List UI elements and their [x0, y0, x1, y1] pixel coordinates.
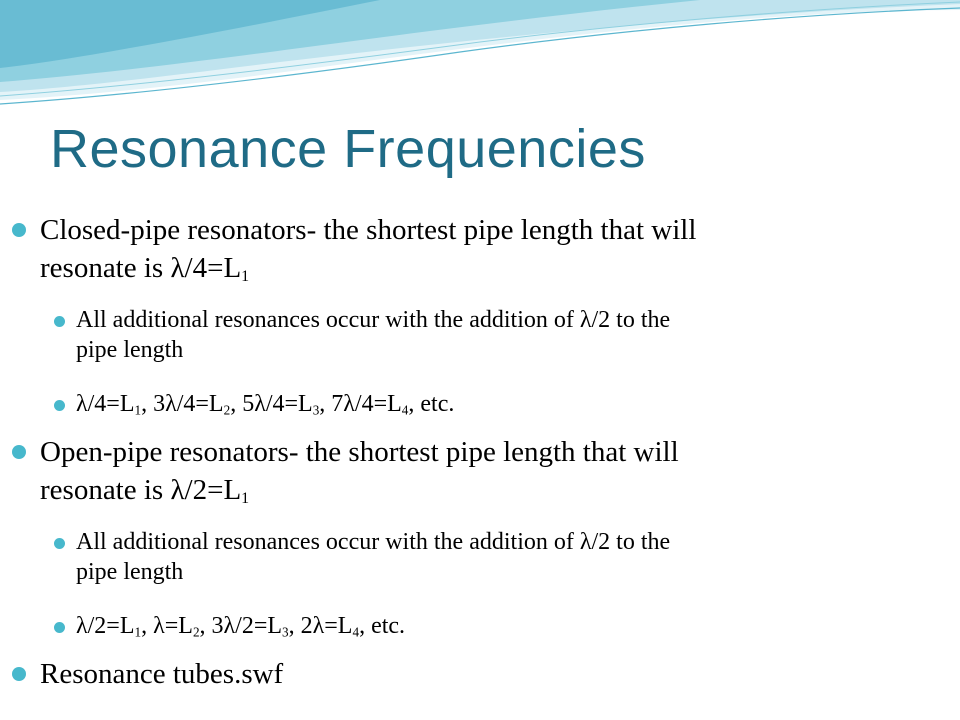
slide-title: Resonance Frequencies — [50, 119, 646, 179]
bullet-text-line1: Closed-pipe resonators- the shortest pipe length that will — [40, 214, 697, 246]
subbullet-closed-additional — [76, 305, 670, 365]
bullet-open-pipe — [40, 433, 679, 509]
subbullet-marker — [54, 316, 65, 327]
bullet-marker — [12, 223, 26, 237]
subbullet-closed-formula — [76, 389, 454, 419]
subbullet-marker — [54, 538, 65, 549]
subbullet-open-additional — [76, 527, 670, 587]
subbullet-text-line1: All additional resonances occur with the addition of λ/2 to the — [76, 529, 671, 555]
subbullet-text-line1: All additional resonances occur with the addition of λ/2 to the — [76, 307, 671, 333]
resonance-tubes-link[interactable]: Resonance tubes.swf — [40, 658, 284, 690]
decorative-wave-header — [0, 0, 960, 110]
open-formula-line: $\lambda/2=L_1$, $\lambda=L_2$, $3\lambda/2=L_3$, $2\lambda=L_4$, etc. — [76, 613, 406, 640]
bullet-marker — [12, 667, 26, 681]
bullet-marker — [12, 445, 26, 459]
closed-formula-line: $\lambda/4=L_1$, $3\lambda/4=L_2$, $5\lambda/4=L_3$, $7\lambda/4=L_4$, etc. — [76, 391, 455, 418]
bullet-closed-pipe — [40, 211, 696, 287]
subbullet-marker — [54, 622, 65, 633]
bullet-text-line2: resonate is $\lambda/2=L_1$ — [40, 474, 250, 507]
bullet-resonance-tubes — [40, 655, 283, 693]
subbullet-open-formula — [76, 611, 405, 641]
bullet-text-line1: Open-pipe resonators- the shortest pipe length that will — [40, 436, 679, 468]
subbullet-marker — [54, 400, 65, 411]
bullet-text-line2: resonate is $\lambda/4=L_1$ — [40, 252, 250, 285]
subbullet-text-line2: pipe length — [76, 337, 184, 363]
subbullet-text-line2: pipe length — [76, 559, 184, 585]
